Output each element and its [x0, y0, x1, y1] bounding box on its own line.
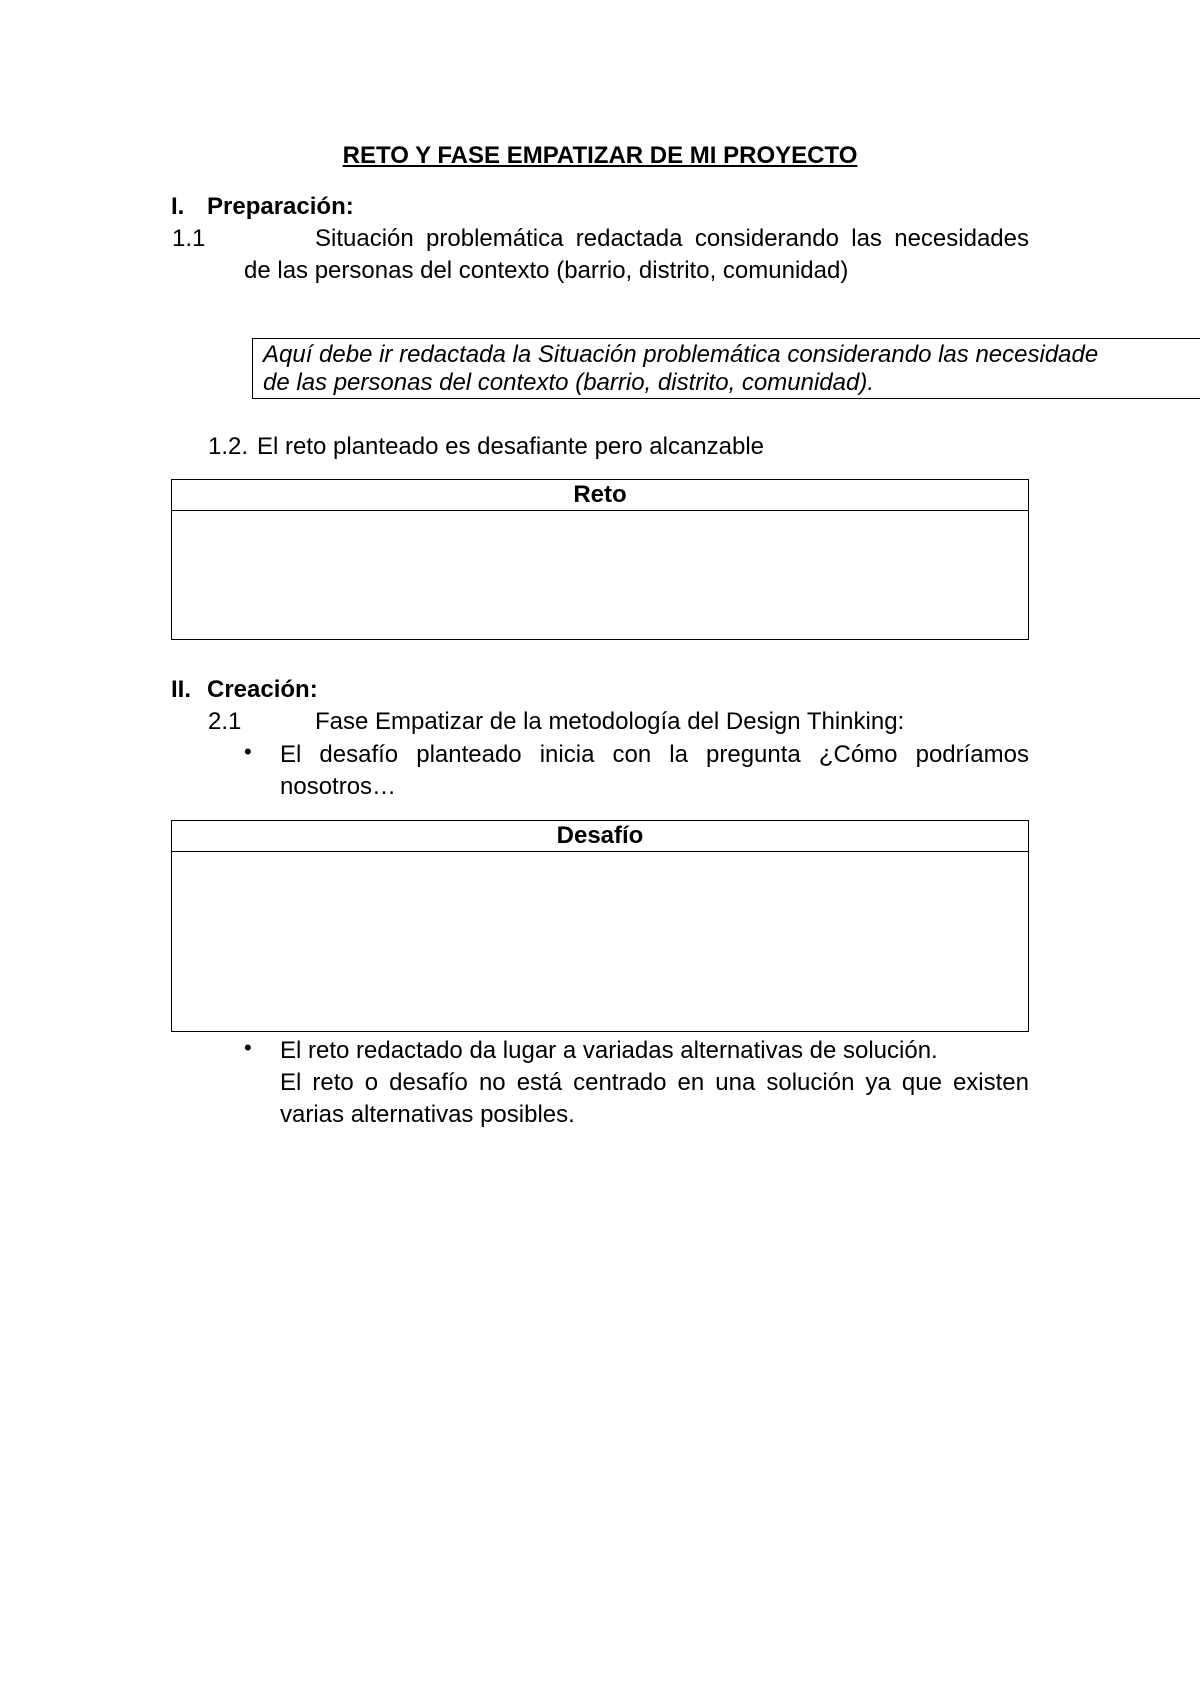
reto-table-cell[interactable]: [172, 511, 1028, 639]
section-1-numeral: I.: [171, 193, 185, 220]
note-line-2: de las personas del contexto (barrio, distrito, comunidad).: [263, 369, 874, 396]
section-2-title: Creación:: [207, 676, 318, 703]
bullet-1-dot: •: [244, 739, 252, 764]
item-2-1: [208, 706, 1029, 738]
section-2-numeral: II.: [171, 676, 192, 703]
bullet-2-line-2: El reto o desafío no está centrado en una solución ya que existen varias alternativas posibles.: [280, 1069, 1029, 1128]
item-1-2-text: El reto planteado es desafiante pero alcanzable: [257, 433, 765, 460]
problem-situation-note-box: [252, 338, 1200, 399]
desafio-table-header: Desafío: [172, 821, 1028, 852]
reto-table-header: Reto: [172, 480, 1028, 511]
desafio-table: [171, 820, 1029, 1032]
document-title: RETO Y FASE EMPATIZAR DE MI PROYECTO: [342, 142, 858, 169]
desafio-table-cell[interactable]: [172, 852, 1028, 1031]
section-1-title: Preparación:: [207, 193, 354, 220]
item-1-1: [172, 223, 1029, 287]
item-1-1-number: 1.1: [172, 225, 206, 252]
bullet-2-dot: •: [244, 1035, 252, 1060]
item-1-2-number: 1.2.: [208, 433, 249, 460]
item-2-1-text: Fase Empatizar de la metodología del Design Thinking:: [315, 708, 905, 735]
bullet-2-line-1: El reto redactado da lugar a variadas alternativas de solución.: [280, 1037, 938, 1064]
item-1-2: [208, 431, 1029, 463]
section-2-heading: [171, 676, 318, 704]
section-1-heading: [171, 193, 354, 221]
item-2-1-number: 2.1: [208, 708, 242, 735]
reto-table: [171, 479, 1029, 640]
item-1-1-text: Situación problemática redactada considerando las necesidades de las personas del contexto (barrio, distrito, comunidad): [244, 225, 1029, 284]
bullet-1-text: El desafío planteado inicia con la pregunta ¿Cómo podríamos nosotros…: [280, 741, 1029, 800]
note-line-1: Aquí debe ir redactada la Situación problemática considerando las necesidade: [263, 341, 1099, 368]
